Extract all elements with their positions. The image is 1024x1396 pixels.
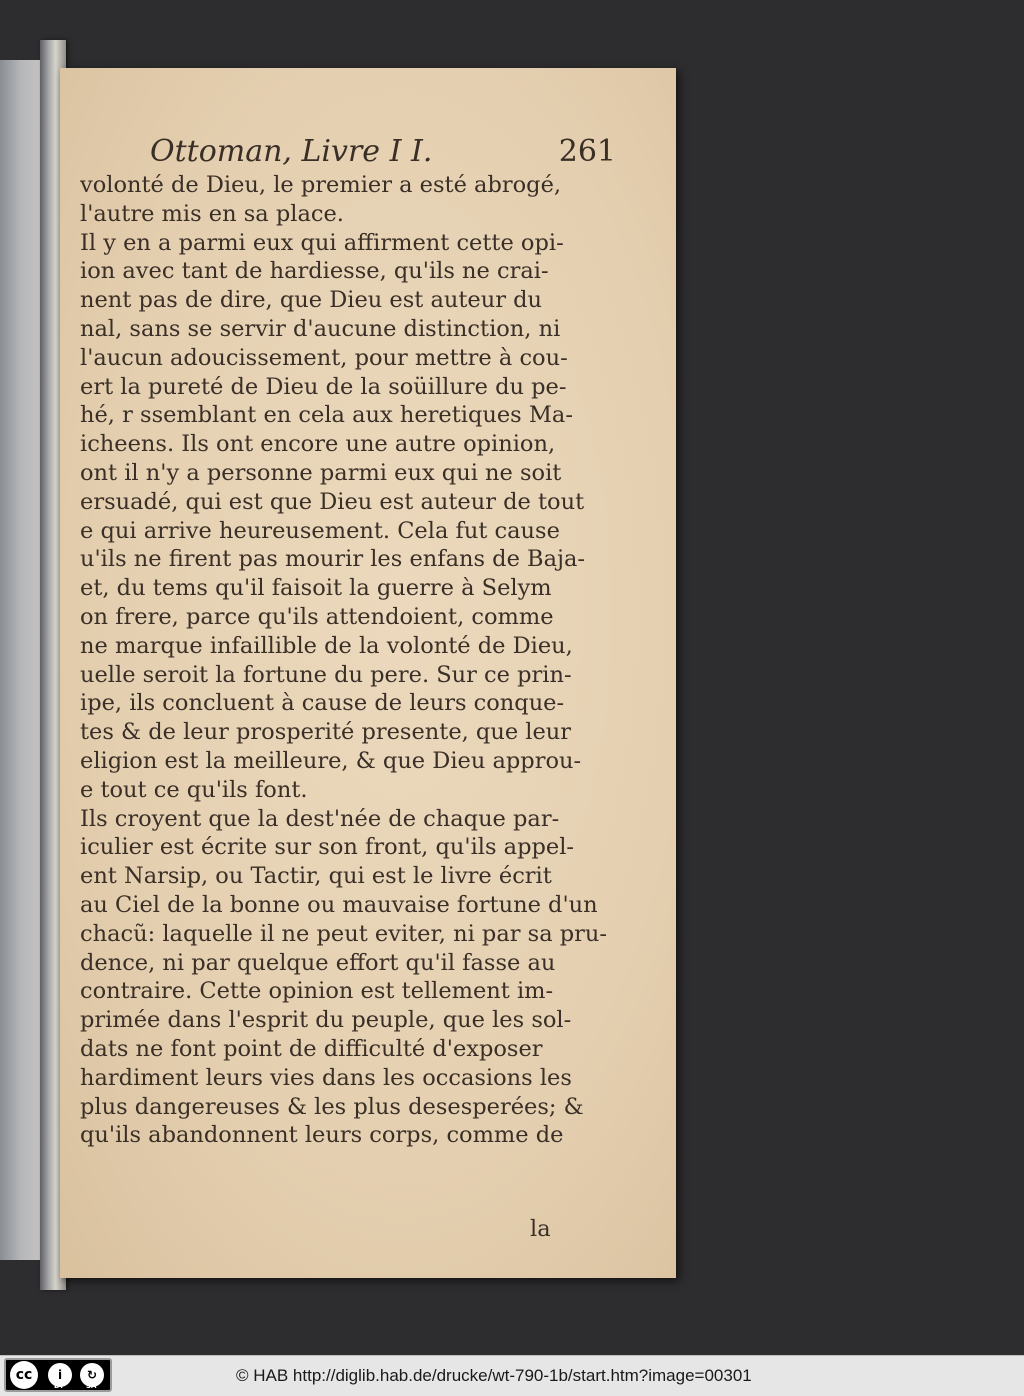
text-line: on frere, parce qu'ils attendoient, comme <box>80 603 554 630</box>
text-line: nal, sans se servir d'aucune distinction, ni <box>80 315 561 342</box>
cc-by-sa-license-badge[interactable] <box>4 1358 112 1392</box>
viewer-footer <box>0 1355 1024 1396</box>
text-line: e tout ce qu'ils font. <box>80 776 308 803</box>
text-line: primée dans l'esprit du peuple, que les sol- <box>80 1007 572 1034</box>
book-page <box>60 68 676 1278</box>
text-line: volonté de Dieu, le premier a esté abrogé, <box>80 172 562 198</box>
text-line: tes & de leur prosperité presente, que leur <box>80 719 572 746</box>
by-icon: i <box>48 1363 72 1387</box>
sa-label: SA <box>86 1382 97 1390</box>
text-line: contraire. Cette opinion est tellement im- <box>80 978 554 1005</box>
text-line: l'aucun adoucissement, pour mettre à cou- <box>80 344 568 371</box>
text-line: e qui arrive heureusement. Cela fut cause <box>80 517 560 544</box>
text-line: nent pas de dire, que Dieu est auteur du <box>80 287 543 314</box>
text-line: eligion est la meilleure, & que Dieu approu- <box>80 747 582 774</box>
text-line: ion avec tant de hardiesse, qu'ils ne crai- <box>80 258 549 285</box>
attribution-link[interactable]: © HAB http://diglib.hab.de/drucke/wt-790-1b/start.htm?image=00301 <box>236 1366 752 1385</box>
page-text <box>80 171 616 1150</box>
text-line: Il y en a parmi eux qui affirment cette opi- <box>80 229 564 256</box>
text-line: et, du tems qu'il faisoit la guerre à Selym <box>80 575 552 602</box>
text-line: uelle seroit la fortune du pere. Sur ce prin- <box>80 661 572 688</box>
running-title: Ottoman, Livre I I. <box>150 134 433 169</box>
text-line: dats ne font point de difficulté d'exposer <box>80 1035 543 1062</box>
text-line: plus dangereuses & les plus desesperées; & <box>80 1093 584 1120</box>
text-line: ert la pureté de Dieu de la soüillure du pe- <box>80 373 567 400</box>
catchword: la <box>530 1216 551 1242</box>
text-line: ersuadé, qui est que Dieu est auteur de tout <box>80 488 585 515</box>
sa-icon: ↻ <box>80 1363 104 1387</box>
text-line: u'ils ne firent pas mourir les enfans de Baja- <box>80 546 585 573</box>
text-line: chacũ: laquelle il ne peut eviter, ni par sa pru- <box>80 920 608 947</box>
running-head <box>150 130 616 174</box>
text-line: ne marque infaillible de la volonté de Dieu, <box>80 632 573 659</box>
text-line: ent Narsip, ou Tactir, qui est le livre écrit <box>80 863 552 890</box>
text-line: hardiment leurs vies dans les occasions les <box>80 1064 572 1091</box>
text-line: iculier est écrite sur son front, qu'ils appel- <box>80 834 574 861</box>
text-line: icheens. Ils ont encore une autre opinion, <box>80 431 556 458</box>
page-number: 261 <box>558 134 616 169</box>
text-line: l'autre mis en sa place. <box>80 200 344 227</box>
text-line: au Ciel de la bonne ou mauvaise fortune d'un <box>80 891 598 918</box>
text-line: ipe, ils concluent à cause de leurs conque- <box>80 690 565 717</box>
by-label: BY <box>54 1382 65 1390</box>
text-line: Ils croyent que la dest'née de chaque par- <box>80 805 560 832</box>
cc-icon: cc <box>10 1361 38 1389</box>
text-line: dence, ni par quelque effort qu'il fasse au <box>80 949 556 976</box>
text-line: hé, r ssemblant en cela aux heretiques Ma- <box>80 402 573 429</box>
text-line: ont il n'y a personne parmi eux qui ne soit <box>80 459 562 486</box>
text-line: qu'ils abandonnent leurs corps, comme de <box>80 1122 564 1149</box>
